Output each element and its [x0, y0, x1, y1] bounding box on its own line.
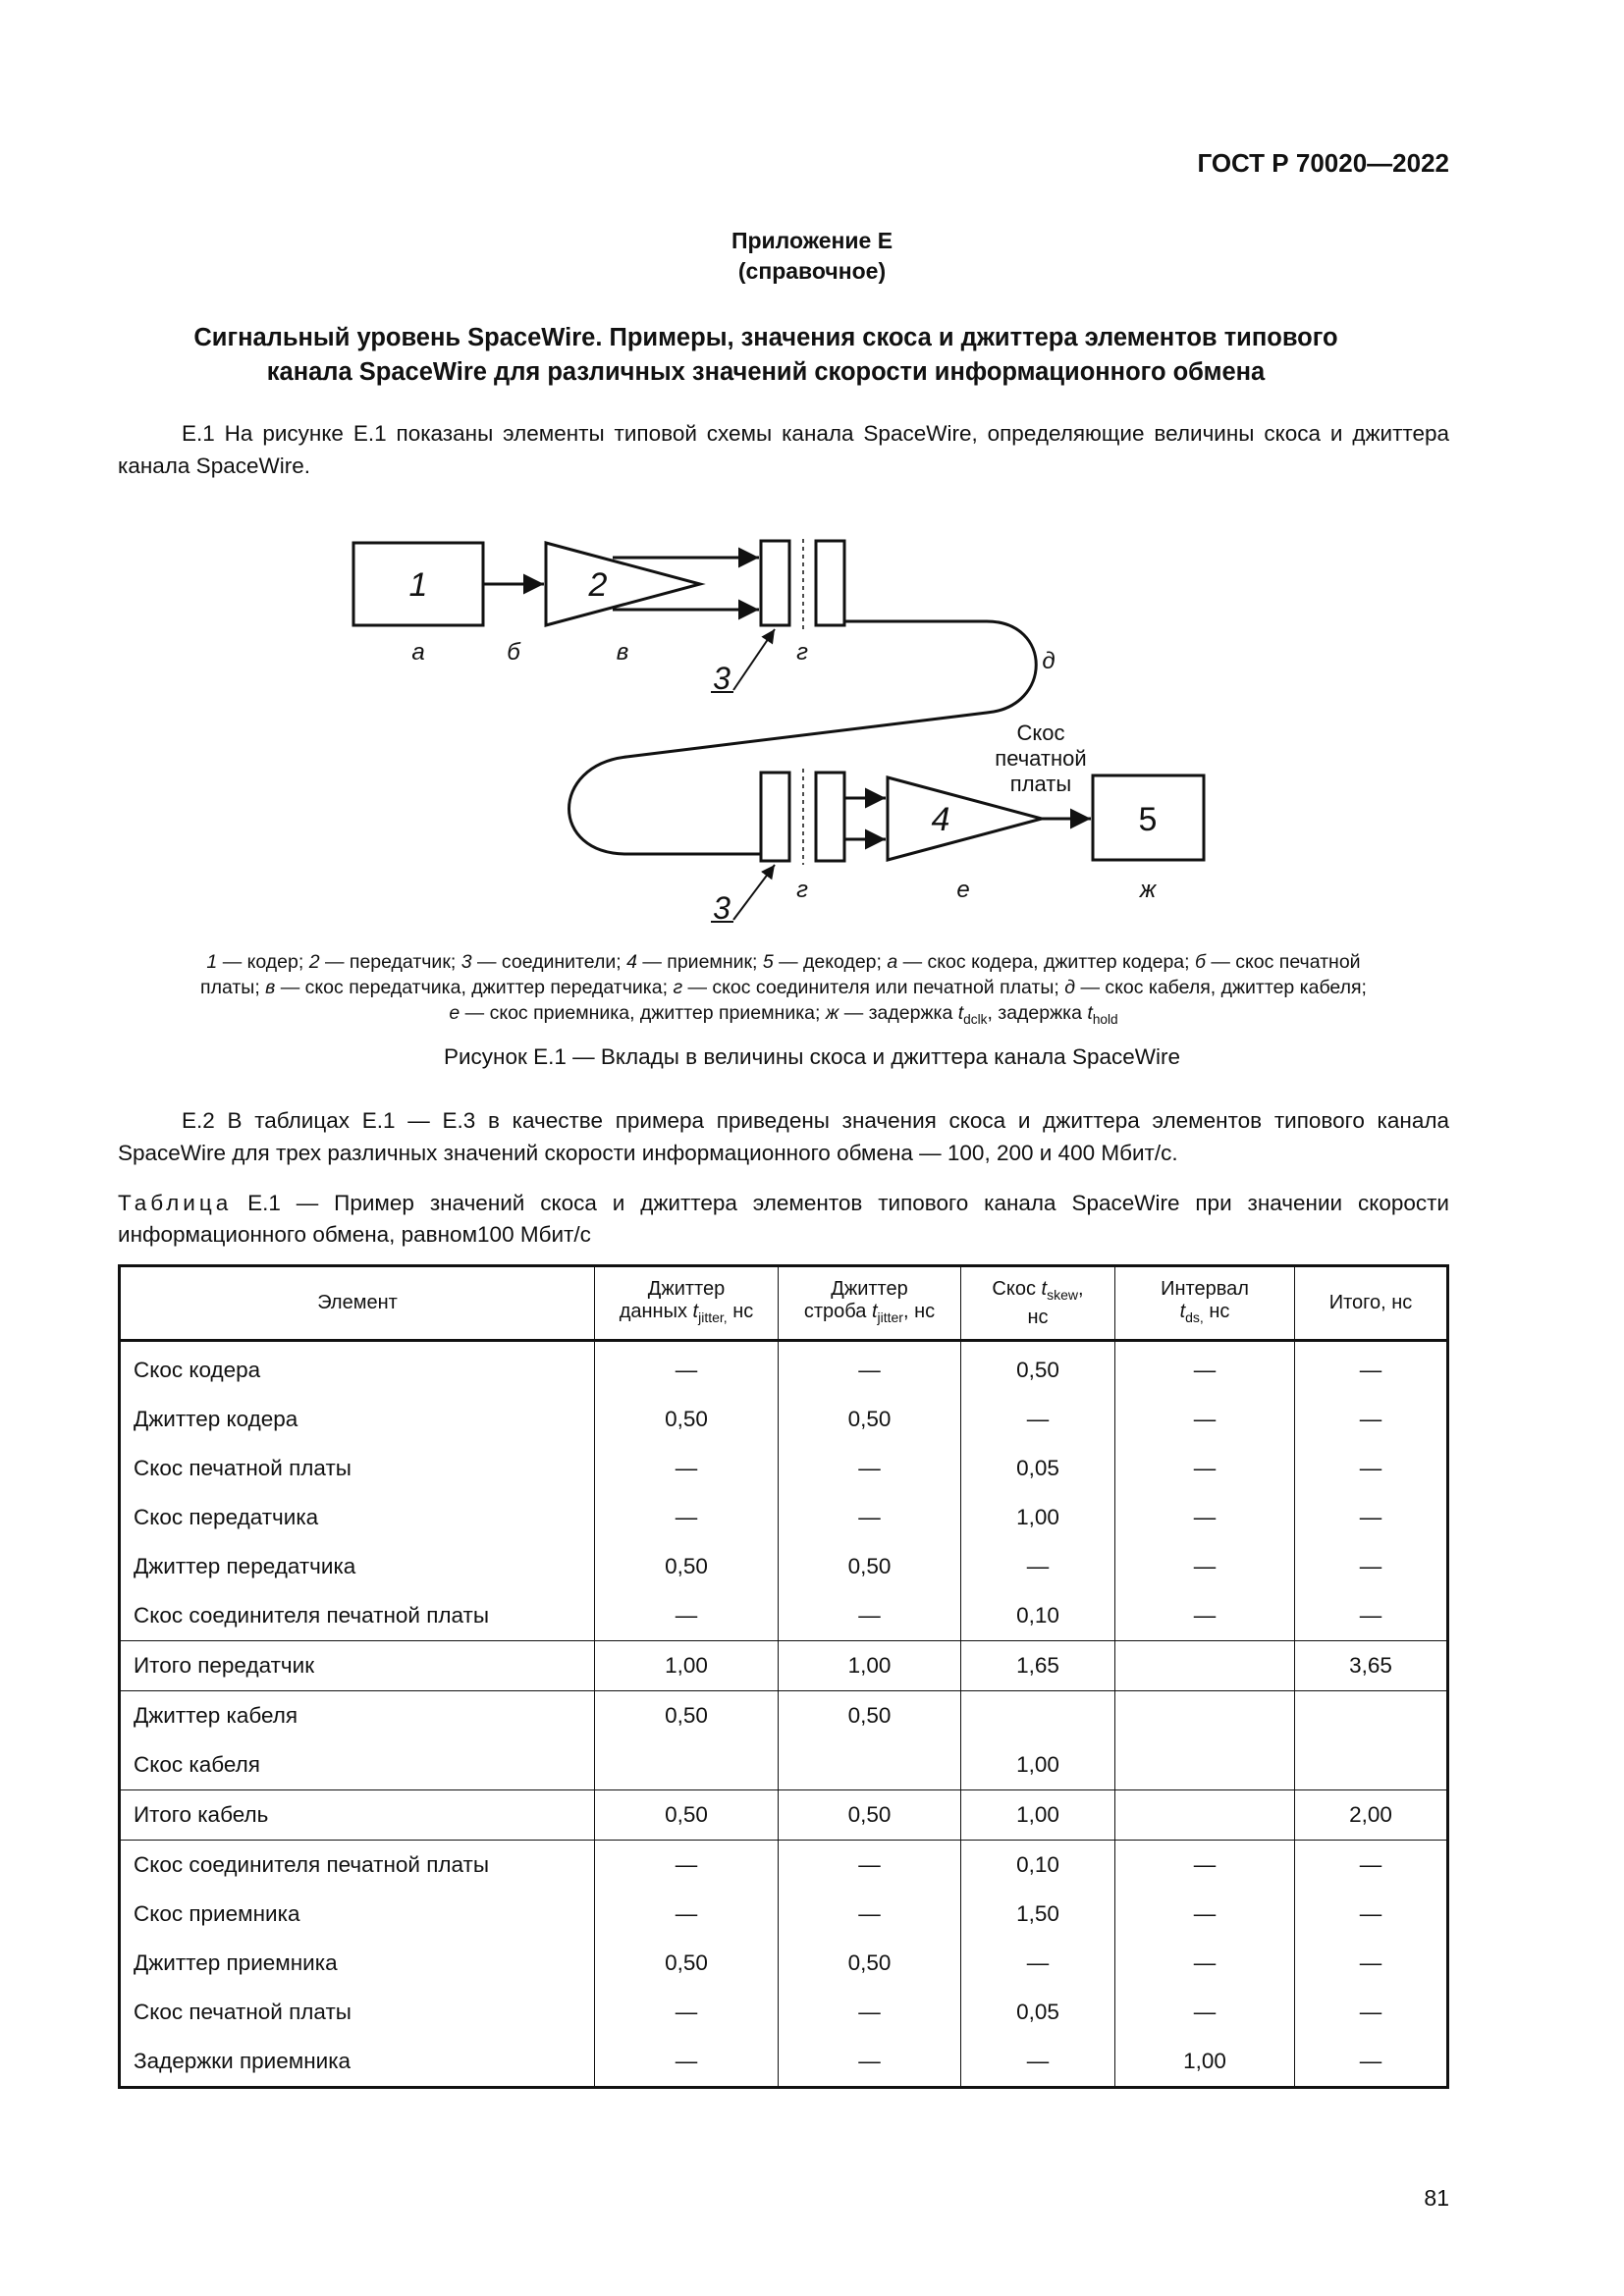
- row-value-c2: —: [779, 1988, 961, 2037]
- header-interval: Интервал $t_{ds,}$ нс: [1115, 1266, 1295, 1341]
- row-value-c1: —: [595, 1841, 779, 1891]
- figure-legend: [118, 949, 1449, 1033]
- row-value-c2: 0,50: [779, 1790, 961, 1841]
- row-value-c2: [779, 1740, 961, 1790]
- row-value-c5: 3,65: [1295, 1641, 1448, 1691]
- row-value-c1: [595, 1740, 779, 1790]
- row-value-c5: [1295, 1691, 1448, 1741]
- table-body: [120, 1341, 1448, 2088]
- table-row: [120, 1493, 1448, 1542]
- letter-b: б: [507, 639, 520, 666]
- row-element-name: Джиттер кабеля: [120, 1691, 595, 1741]
- legend-line-2: платы; в — скос передатчика, джиттер передатчика; г — скос соединителя или печатной платы; д — скос кабеля, джиттер кабеля;: [200, 977, 1367, 998]
- row-value-c1: 0,50: [595, 1691, 779, 1741]
- row-value-c2: 0,50: [779, 1395, 961, 1444]
- row-value-c3: —: [961, 1542, 1115, 1591]
- row-element-name: Скос соединителя печатной платы: [120, 1591, 595, 1641]
- header-data-jitter: Джиттер данных $t_{jitter,}$ нс: [595, 1266, 779, 1341]
- upper-connector-right: [816, 541, 844, 625]
- pcb-skew-label-line-2: печатной: [995, 746, 1087, 771]
- row-value-c3: —: [961, 1939, 1115, 1988]
- row-value-c4: [1115, 1740, 1295, 1790]
- table-row: [120, 1790, 1448, 1841]
- connector-leader-lower: [733, 865, 775, 920]
- paragraph-e2: [118, 1104, 1449, 1169]
- skew-jitter-table: [118, 1264, 1449, 2089]
- document-code: ГОСТ Р 70020—2022: [1197, 148, 1449, 178]
- row-value-c2: 0,50: [779, 1939, 961, 1988]
- table-caption-word: Таблица: [118, 1191, 233, 1215]
- header-element: Элемент: [120, 1266, 595, 1341]
- connector-label-lower: 3: [713, 890, 731, 926]
- row-element-name: Джиттер передатчика: [120, 1542, 595, 1591]
- row-value-c4: —: [1115, 1395, 1295, 1444]
- row-value-c3: —: [961, 1395, 1115, 1444]
- table-row: [120, 1939, 1448, 1988]
- row-element-name: Итого передатчик: [120, 1641, 595, 1691]
- letter-v: в: [616, 639, 629, 666]
- table-row: [120, 1542, 1448, 1591]
- row-value-c4: —: [1115, 1988, 1295, 2037]
- table-header-row: [120, 1266, 1448, 1341]
- letter-e: е: [956, 877, 970, 903]
- row-value-c3: 1,00: [961, 1790, 1115, 1841]
- row-value-c4: [1115, 1641, 1295, 1691]
- row-value-c5: —: [1295, 1939, 1448, 1988]
- row-value-c1: —: [595, 1890, 779, 1939]
- section-title-line-1: Сигнальный уровень SpaceWire. Примеры, значения скоса и джиттера элементов типового: [193, 324, 1338, 351]
- lower-connector-left: [761, 773, 789, 861]
- connector-leader-upper: [733, 629, 775, 690]
- row-value-c1: 0,50: [595, 1939, 779, 1988]
- row-element-name: Итого кабель: [120, 1790, 595, 1841]
- row-element-name: Джиттер кодера: [120, 1395, 595, 1444]
- row-element-name: Скос передатчика: [120, 1493, 595, 1542]
- legend-line-1: 1 — кодер; 2 — передатчик; 3 — соединители; 4 — приемник; 5 — декодер; а — скос кодера, джиттер кодера; б — скос печатной: [206, 951, 1361, 973]
- row-value-c3: 0,05: [961, 1444, 1115, 1493]
- row-value-c5: —: [1295, 1841, 1448, 1891]
- row-value-c3: 0,05: [961, 1988, 1115, 2037]
- row-value-c2: 0,50: [779, 1691, 961, 1741]
- row-value-c4: —: [1115, 1542, 1295, 1591]
- row-value-c4: 1,00: [1115, 2037, 1295, 2088]
- row-value-c4: —: [1115, 1841, 1295, 1891]
- row-value-c5: —: [1295, 1493, 1448, 1542]
- row-value-c2: —: [779, 1890, 961, 1939]
- row-value-c5: —: [1295, 1988, 1448, 2037]
- table-row: [120, 1591, 1448, 1641]
- row-value-c5: —: [1295, 1542, 1448, 1591]
- page-number: 81: [1424, 2185, 1449, 2211]
- row-value-c5: —: [1295, 1395, 1448, 1444]
- letter-g-upper: г: [796, 639, 808, 666]
- row-value-c1: —: [595, 1591, 779, 1641]
- transmitter-triangle: [546, 543, 700, 625]
- letter-d: д: [1042, 648, 1056, 674]
- section-title-line-2: канала SpaceWire для различных значений скорости информационного обмена: [266, 358, 1266, 386]
- table-row: [120, 1691, 1448, 1741]
- row-value-c1: 0,50: [595, 1790, 779, 1841]
- row-value-c1: 0,50: [595, 1542, 779, 1591]
- row-value-c3: 1,00: [961, 1493, 1115, 1542]
- letter-zh: ж: [1139, 877, 1157, 903]
- header-skew: Скос $t_{skew}$, нс: [961, 1266, 1115, 1341]
- header-total: Итого, нс: [1295, 1266, 1448, 1341]
- row-value-c3: 1,00: [961, 1740, 1115, 1790]
- row-value-c3: [961, 1691, 1115, 1741]
- row-value-c4: —: [1115, 1591, 1295, 1641]
- row-value-c3: 0,10: [961, 1841, 1115, 1891]
- row-value-c4: —: [1115, 1444, 1295, 1493]
- table-row: [120, 1890, 1448, 1939]
- pcb-skew-label-line-3: платы: [1009, 772, 1072, 796]
- table-row: [120, 1988, 1448, 2037]
- annex-type: (справочное): [737, 258, 887, 284]
- legend-line-3: е — скос приемника, джиттер приемника; ж — задержка $t_{dclk}$, задержка $t_{hold}$: [449, 1002, 1118, 1027]
- table-row: [120, 1341, 1448, 1396]
- row-value-c5: —: [1295, 1890, 1448, 1939]
- row-value-c5: —: [1295, 2037, 1448, 2088]
- header-strobe-jitter: Джиттер строба $t_{jitter}$, нс: [779, 1266, 961, 1341]
- row-value-c2: —: [779, 1591, 961, 1641]
- table-row: [120, 1641, 1448, 1691]
- row-value-c4: —: [1115, 1341, 1295, 1396]
- letter-a: а: [411, 639, 425, 666]
- row-value-c1: 0,50: [595, 1395, 779, 1444]
- table-row: [120, 1444, 1448, 1493]
- row-value-c2: —: [779, 1444, 961, 1493]
- row-value-c5: —: [1295, 1444, 1448, 1493]
- table-row: [120, 1841, 1448, 1891]
- row-value-c4: [1115, 1691, 1295, 1741]
- row-value-c2: —: [779, 1341, 961, 1396]
- row-value-c4: —: [1115, 1939, 1295, 1988]
- pcb-skew-label-line-1: Скос: [1016, 721, 1065, 745]
- row-value-c3: 1,65: [961, 1641, 1115, 1691]
- lower-connector-right: [816, 773, 844, 861]
- connector-label-upper: 3: [713, 661, 731, 696]
- block-label-5: 5: [1138, 801, 1158, 838]
- row-element-name: Скос кабеля: [120, 1740, 595, 1790]
- upper-connector-left: [761, 541, 789, 625]
- table-row: [120, 1740, 1448, 1790]
- row-element-name: Джиттер приемника: [120, 1939, 595, 1988]
- table-row: [120, 1395, 1448, 1444]
- block-label-2: 2: [588, 566, 608, 604]
- paragraph-e2-text: Е.2 В таблицах Е.1 — Е.3 в качестве примера приведены значения скоса и джиттера элементов типового канала SpaceWire для трех различных значений скорости информационного обмена — 100, 200 и 400 Мбит/с.: [118, 1108, 1449, 1165]
- row-value-c5: —: [1295, 1341, 1448, 1396]
- row-element-name: Скос кодера: [120, 1341, 595, 1396]
- row-value-c2: —: [779, 2037, 961, 2088]
- row-value-c2: 0,50: [779, 1542, 961, 1591]
- row-value-c3: 0,50: [961, 1341, 1115, 1396]
- row-element-name: Скос печатной платы: [120, 1988, 595, 2037]
- annex-title: Приложение Е: [731, 228, 893, 253]
- row-value-c4: —: [1115, 1890, 1295, 1939]
- row-value-c1: —: [595, 1444, 779, 1493]
- row-value-c5: [1295, 1740, 1448, 1790]
- row-value-c2: 1,00: [779, 1641, 961, 1691]
- row-value-c5: 2,00: [1295, 1790, 1448, 1841]
- row-value-c1: —: [595, 1341, 779, 1396]
- row-value-c5: —: [1295, 1591, 1448, 1641]
- paragraph-e1-text: Е.1 На рисунке Е.1 показаны элементы типовой схемы канала SpaceWire, определяющие величины скоса и джиттера канала SpaceWire.: [118, 421, 1449, 478]
- row-element-name: Задержки приемника: [120, 2037, 595, 2088]
- row-value-c1: 1,00: [595, 1641, 779, 1691]
- row-element-name: Скос соединителя печатной платы: [120, 1841, 595, 1891]
- table-caption-text: Е.1 — Пример значений скоса и джиттера элементов типового канала SpaceWire при значении скорости информационного обмена, равном100 Мбит/с: [118, 1191, 1449, 1247]
- row-value-c4: —: [1115, 1493, 1295, 1542]
- block-label-1: 1: [408, 566, 428, 604]
- row-value-c2: —: [779, 1493, 961, 1542]
- row-value-c3: 1,50: [961, 1890, 1115, 1939]
- row-element-name: Скос приемника: [120, 1890, 595, 1939]
- row-value-c2: —: [779, 1841, 961, 1891]
- row-element-name: Скос печатной платы: [120, 1444, 595, 1493]
- table-row: [120, 2037, 1448, 2088]
- block-label-4: 4: [931, 801, 950, 838]
- row-value-c1: —: [595, 1493, 779, 1542]
- letter-g-lower: г: [796, 877, 808, 903]
- row-value-c3: —: [961, 2037, 1115, 2088]
- row-value-c1: —: [595, 2037, 779, 2088]
- row-value-c3: 0,10: [961, 1591, 1115, 1641]
- row-value-c4: [1115, 1790, 1295, 1841]
- row-value-c1: —: [595, 1988, 779, 2037]
- table-caption: [118, 1188, 1449, 1251]
- figure-caption: Рисунок Е.1 — Вклады в величины скоса и джиттера канала SpaceWire: [443, 1044, 1180, 1069]
